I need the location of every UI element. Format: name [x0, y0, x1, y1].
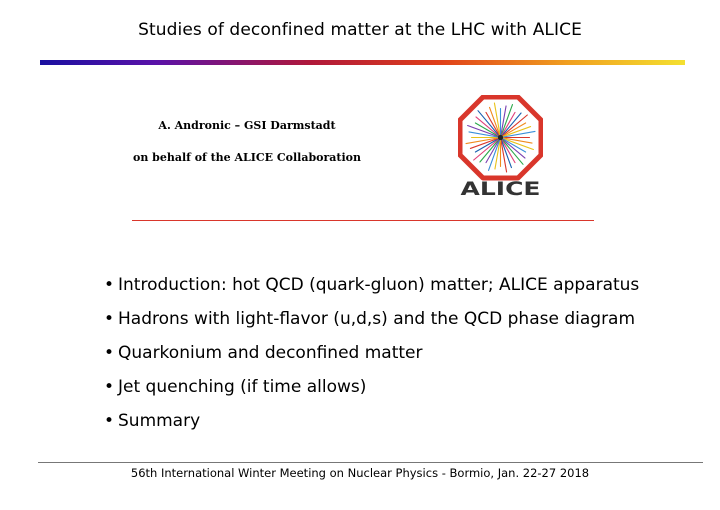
bullet-icon: • [104, 343, 115, 363]
title-gradient-bar [40, 60, 685, 65]
alice-logo-text: ALICE [460, 178, 541, 197]
footer-text: 56th International Winter Meeting on Nuclear Physics - Bormio, Jan. 22-27 2018 [130, 466, 590, 480]
bullet-icon: • [104, 275, 115, 295]
footer-divider [38, 462, 703, 463]
outline-item: • Hadrons with light-flavor (u,d,s) and the QCD phase diagram [104, 302, 639, 336]
slide-title: Studies of deconfined matter at the LHC with ALICE [138, 20, 582, 40]
bullet-icon: • [104, 411, 115, 431]
author-name: A. Andronic – GSI Darmstadt [158, 119, 336, 132]
outline-item: • Summary [104, 404, 639, 438]
outline-list [104, 268, 639, 438]
section-divider [132, 220, 594, 221]
outline-item: • Introduction: hot QCD (quark-gluon) matter; ALICE apparatus [104, 268, 639, 302]
bullet-icon: • [104, 377, 115, 397]
outline-item: • Jet quenching (if time allows) [104, 370, 639, 404]
bullet-icon: • [104, 309, 115, 329]
author-collaboration: on behalf of the ALICE Collaboration [132, 151, 362, 164]
outline-item: • Quarkonium and deconfined matter [104, 336, 639, 370]
alice-logo-icon [458, 95, 543, 197]
